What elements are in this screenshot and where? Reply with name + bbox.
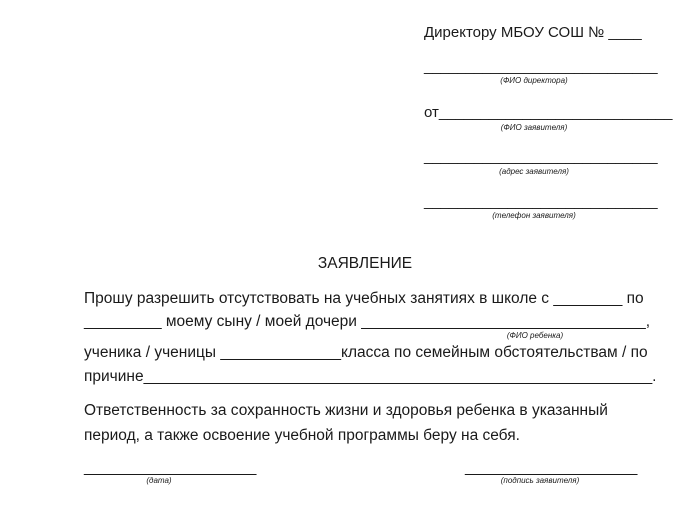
body-line-3: ученика / ученицы ______________класса по семейным обстоятельствам / по [84, 344, 648, 361]
date-caption: (дата) [146, 476, 172, 485]
date-line: ____________________ [84, 459, 257, 476]
signature-line: ____________________ [465, 459, 638, 476]
applicant-name-line: от____________________________ [424, 104, 673, 121]
body-line-2: _________ моему сыну / моей дочери _________________________________, [84, 313, 651, 330]
child-name-caption: (ФИО ребенка) [506, 331, 564, 340]
director-name-caption: (ФИО директора) [500, 76, 568, 85]
address-line: ____________________________ [424, 148, 658, 165]
document-title: ЗАЯВЛЕНИЕ [317, 255, 413, 272]
phone-line: ____________________________ [424, 193, 658, 210]
body-line-5: Ответственность за сохранность жизни и здоровья ребенка в указанный [84, 402, 608, 419]
phone-caption: (телефон заявителя) [492, 211, 576, 220]
body-line-4: причине___________________________________________________________. [84, 368, 657, 385]
address-caption: (адрес заявителя) [499, 167, 569, 176]
signature-caption: (подпись заявителя) [500, 476, 580, 485]
body-line-6: период, а также освоение учебной программы беру на себя. [84, 427, 520, 444]
body-line-1: Прошу разрешить отсутствовать на учебных занятиях в школе с ________ по [84, 290, 644, 307]
director-name-line: ____________________________ [424, 58, 658, 75]
director-line: Директору МБОУ СОШ № ____ [424, 24, 642, 41]
applicant-name-caption: (ФИО заявителя) [500, 123, 568, 132]
